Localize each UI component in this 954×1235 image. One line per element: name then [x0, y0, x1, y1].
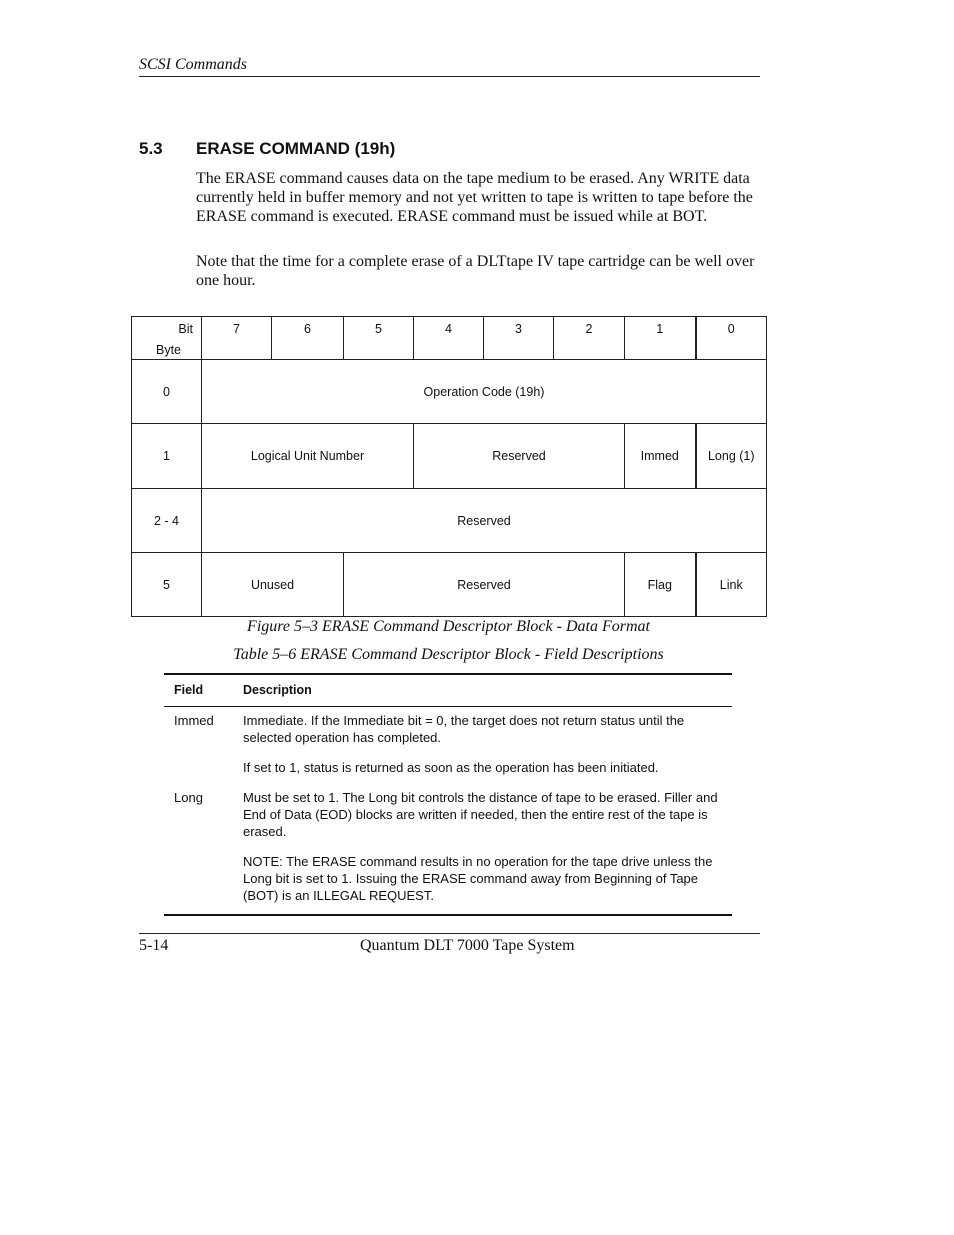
long-cell: Long (1) [696, 424, 767, 489]
page-number: 5-14 [139, 937, 169, 954]
cdb-row-byte-0 [132, 360, 767, 424]
byte-number: 5 [132, 553, 202, 617]
running-header-title: SCSI Commands [139, 56, 248, 73]
bit-label: Bit [178, 322, 193, 336]
cdb-row-byte-2-4 [132, 489, 767, 553]
field-name: Immed [174, 713, 214, 728]
bit-2: 2 [554, 317, 625, 360]
field-description [243, 712, 732, 776]
logical-unit-number-cell: Logical Unit Number [202, 424, 414, 489]
reserved-cell: Reserved [414, 424, 625, 489]
running-header [139, 56, 760, 77]
field-table-header [164, 675, 732, 707]
bit-7: 7 [202, 317, 272, 360]
cdb-row-byte-1 [132, 424, 767, 489]
description-paragraph: NOTE: The ERASE command results in no operation for the tape drive unless the Long bit is set to 1. Issuing the ERASE command away from Beginning of Tape (BOT) is an ILLEGAL REQUEST. [243, 854, 713, 903]
description-paragraph: If set to 1, status is returned as soon as the operation has been initiated. [243, 760, 659, 775]
description-paragraph: Immediate. If the Immediate bit = 0, the target does not return status until the selected operation has completed. [243, 713, 685, 745]
cdb-row-byte-5 [132, 553, 767, 617]
reserved-cell: Reserved [344, 553, 625, 617]
byte-number: 0 [132, 360, 202, 424]
link-cell: Link [696, 553, 767, 617]
byte-label: Byte [156, 343, 182, 357]
bit-0: 0 [696, 317, 767, 360]
immed-cell: Immed [625, 424, 696, 489]
note-paragraph: Note that the time for a complete erase of a DLTtape IV tape cartridge can be well over one hour. [196, 253, 755, 289]
field-description-table [164, 673, 732, 916]
byte-number: 2 - 4 [132, 489, 202, 553]
field-column-header: Field [174, 683, 204, 697]
unused-cell: Unused [202, 553, 344, 617]
field-description [243, 789, 732, 904]
bit-1: 1 [625, 317, 696, 360]
description-paragraph: Must be set to 1. The Long bit controls the distance of tape to be erased. Filler and End of Data (EOD) blocks are written if needed, then the entire rest of the tape is erased. [243, 790, 718, 839]
section-number: 5.3 [139, 139, 163, 158]
cdb-format-table [131, 316, 767, 617]
figure-caption: Figure 5–3 ERASE Command Descriptor Block - Data Format [247, 618, 650, 635]
table-row [164, 707, 732, 776]
intro-paragraph: The ERASE command causes data on the tape medium to be erased. Any WRITE data currently held in buffer memory and not yet written to tape is written to tape before the ERASE command is executed. ERASE command must be issued while at BOT. [196, 170, 753, 225]
reserved-cell: Reserved [202, 489, 767, 553]
section-title: ERASE COMMAND (19h) [196, 139, 396, 158]
flag-cell: Flag [625, 553, 696, 617]
footer-title: Quantum DLT 7000 Tape System [360, 937, 575, 954]
table-caption: Table 5–6 ERASE Command Descriptor Block - Field Descriptions [233, 646, 664, 663]
bit-5: 5 [344, 317, 414, 360]
bit-3: 3 [484, 317, 554, 360]
description-column-header: Description [243, 683, 312, 697]
bit-6: 6 [272, 317, 344, 360]
bit-4: 4 [414, 317, 484, 360]
table-row [164, 776, 732, 914]
cdb-header-row [132, 317, 767, 360]
operation-code-cell: Operation Code (19h) [202, 360, 767, 424]
byte-number: 1 [132, 424, 202, 489]
bit-byte-corner [132, 317, 202, 360]
running-footer [139, 933, 760, 954]
section-heading [139, 139, 395, 159]
field-name: Long [174, 790, 203, 805]
